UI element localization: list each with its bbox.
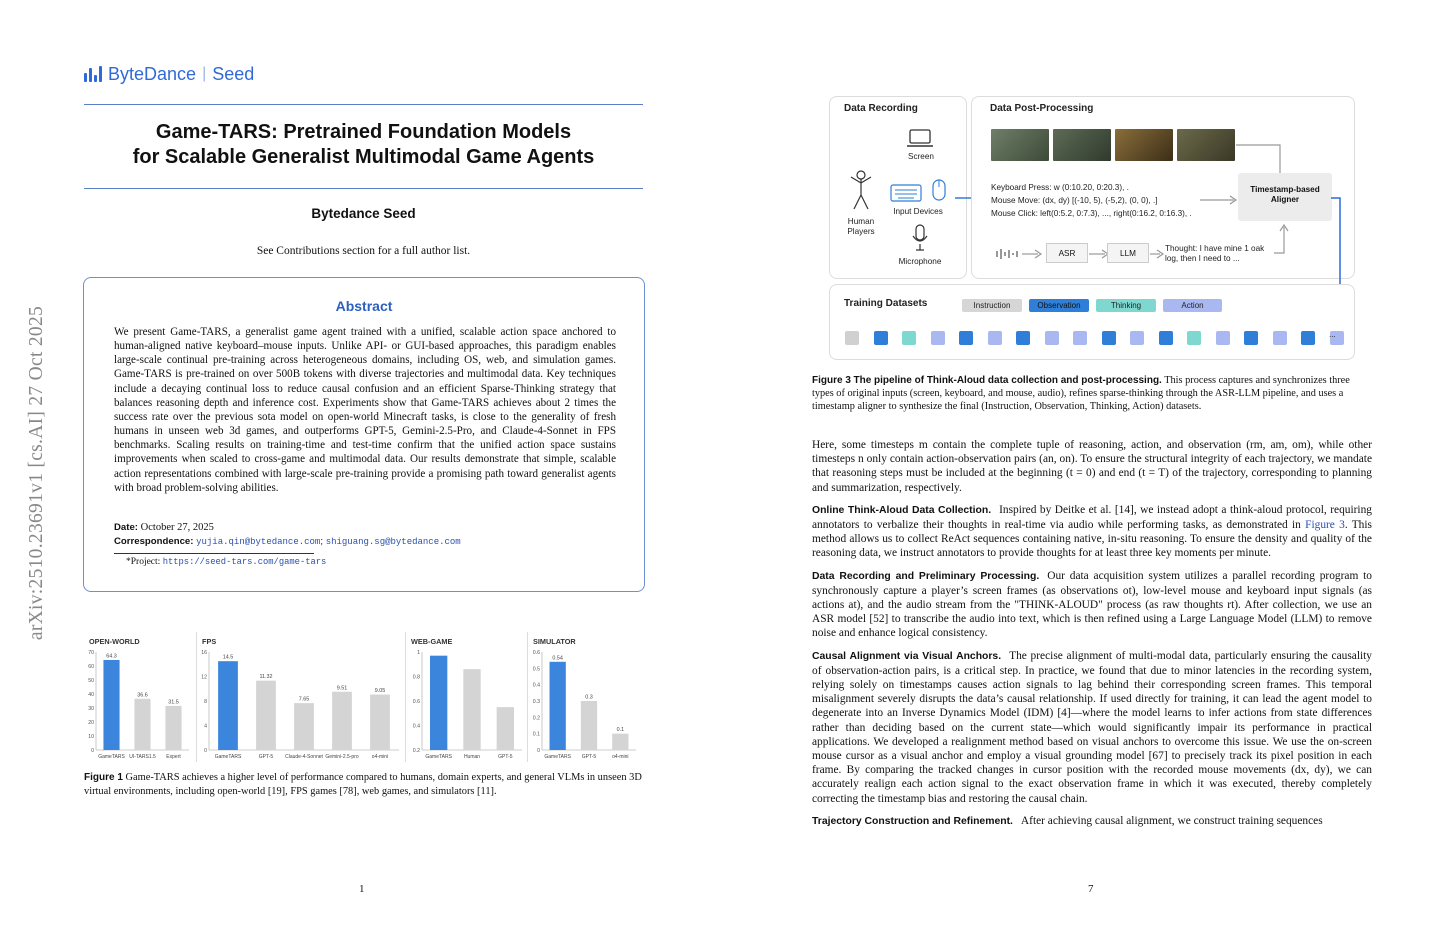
bar [581,701,597,750]
email-link-1[interactable]: yujia.qin@bytedance.com [196,537,321,547]
bytedance-seed-logo [84,62,254,86]
project-footnote: *Project: https://seed-tars.com/game-tars [126,557,327,567]
bar [294,703,314,750]
chart-title: OPEN-WORLD [89,637,140,646]
chart-title: SIMULATOR [533,637,576,646]
brand-separator: | [202,65,207,82]
screen-label: Screen [908,152,934,161]
paragraph-4: Causal Alignment via Visual Anchors. The precise alignment of multi-modal data, particularly ensuring the causality of observation-action pairs, is a critical step. In practice, we found that due to minor latencies in the recording system, relying solely on timestamps causes action signals to lag behind their corresponding screen frames. This temporal misalignment severely disrupts the data’s causal relationship. If used directly for training, it can lead the agent model to degenerate into an Inverse Dynamics Model (IDM) [4]—where the model learns to infer actions from state differences rather than deciding based on the current state—which would significantly impair its performance in practical applications. We developed a realignment method based on visual anchors to overcome this issue. We use the on-screen mouse cursor as a visual anchor and employ a visual grounding model [67] to precisely track its pixel position in each frame. By comparing the tracked changes in cursor position with the recorded mouse movements (dx, dy), we can accurately realign each action signal to the exact observation frame in which it was executed, thereby completely correcting the timestamp bias and restoring the causal chain. [812,649,1373,805]
paper-title: Game-TARS: Pretrained Foundation Models for Scalable Generalist Multimodal Game Agents [132,121,595,168]
log-to-aligner-arrow-icon [1200,195,1240,205]
y-tick-label: 4 [204,723,207,730]
bar-value-label: 14.5 [222,654,234,661]
data-recording-box [829,96,967,279]
thought-to-aligner-arrow-icon [1272,223,1292,257]
paragraph-2: Online Think-Aloud Data Collection. Inspired by Deitke et al. [14], we instead adopt a think-aloud protocol, requiring annotators to verbalize their thoughts in real-time via audio while performing tasks, as demonstrated in Figure 3. This method allows us to collect ReAct sequences containing native, in-situ reasoning. To ensure the density and quality of the reasoning data, we instruct annotators to provide thoughts for at least three key moments per minute. [812,503,1372,560]
footnote-rule [114,553,314,554]
y-tick-label: 0.2 [532,715,540,722]
y-tick-label: 60 [88,664,94,670]
arrow-icon [1150,249,1166,259]
authors: Bytedance Seed [311,206,416,221]
paragraph-1: Here, some timesteps m contain the complete tuple of reasoning, action, and observation (rm, am, om), while other timesteps n only contain action-observation pairs (an, on). To ensure the structural integrity of each trajectory, we mandate that reasoning steps must be included at the beginning (t = 0) and end (t = T) of the trajectory, corresponding to planning and summarization, respectively. [812,439,1372,494]
microphone-label: Microphone [898,257,942,266]
figure-1-caption: Figure 1 Game-TARS achieves a higher level of performance compared to humans, domain experts, and general VLMs in unseen 3D virtual environments, including open-world [19], FPS games [78], web games, and simulators [11]. [84,772,642,797]
x-tick-label: GPT-5 [581,754,597,760]
chart-svg [528,632,641,762]
paragraph-5: Trajectory Construction and Refinement. After achieving causal alignment, we construct training sequences [812,814,1323,827]
title-top-rule [84,104,643,105]
y-tick-label: 8 [204,699,207,705]
page-number-left: 1 [359,883,365,895]
training-datasets-box [829,284,1355,360]
x-tick-label: o4-mini [612,754,629,760]
x-tick-label: Human [463,754,481,760]
project-link[interactable]: https://seed-tars.com/game-tars [162,557,327,567]
figure-3-link[interactable]: Figure 3 [1305,519,1345,532]
bar-value-label: 0.1 [616,727,625,734]
sequence-token-action [1130,331,1144,345]
y-tick-label: 0.3 [532,699,540,705]
y-tick-label: 30 [88,706,94,712]
sequence-token-thinking [902,331,916,345]
brand-product: Seed [212,63,255,84]
sequence-token-instruction [845,331,859,345]
bar-value-label: 0.54 [552,655,563,662]
asr-box: ASR [1046,243,1088,263]
x-tick-label: Claude-4-Sonnet [285,754,323,760]
legend-observation: Observation [1029,299,1089,312]
bar [370,695,390,750]
laptop-icon [906,129,934,149]
sequence-token-observation [959,331,973,345]
contributions-note: See Contributions section for a full author list. [256,245,471,257]
chart-panel-fps [196,632,404,762]
y-tick-label: 20 [88,720,94,726]
y-tick-label: 0.5 [532,666,540,673]
bar [218,661,238,750]
sequence-token-action [988,331,1002,345]
y-tick-label: 1 [417,650,420,656]
chart-title: WEB-GAME [411,637,453,646]
sequence-token-action [1045,331,1059,345]
timestamp-aligner: Timestamp-based Aligner [1238,173,1332,221]
y-tick-label: 0 [204,748,207,754]
y-tick-label: 0.4 [532,682,540,689]
figure-3-diagram [829,96,1355,360]
y-tick-label: 0.1 [532,731,540,738]
x-tick-label: GameTARS [98,754,125,760]
post-processing-title: Data Post-Processing [990,103,1094,114]
bar-value-label: 9.51 [336,685,348,692]
audio-waveform-icon [991,247,1021,261]
x-tick-label: GameTARS [214,754,242,760]
bar [103,660,119,750]
y-tick-label: 70 [88,650,94,656]
frame-thumbnail [1115,129,1173,161]
figure-1-charts [84,632,640,762]
bar [463,669,480,750]
bar [165,706,181,750]
chart-svg [197,632,405,762]
sequence-token-action [931,331,945,345]
frame-thumbnail [1177,129,1235,161]
sequence-token-action [1216,331,1230,345]
bar [256,681,276,750]
x-tick-label: GPT-5 [498,754,513,760]
chart-panel-open-world [84,632,195,762]
x-tick-label: Expert [166,754,181,760]
date-line: Date: October 27, 2025 [114,522,214,533]
correspondence-line: Correspondence: yujia.qin@bytedance.com; shiguang.sg@bytedance.com [114,536,461,547]
body-text [812,438,1372,837]
abstract-heading: Abstract [335,298,393,314]
llm-box: LLM [1107,243,1149,263]
bar [550,662,566,750]
sequence-token-observation [1301,331,1315,345]
frame-thumbnail [1053,129,1111,161]
chart-svg [406,632,527,762]
sequence-token-observation [1016,331,1030,345]
post-processing-box [971,96,1355,279]
y-tick-label: 0.2 [412,748,420,754]
x-tick-label: Gemini-2.5-pro [325,754,359,760]
x-tick-label: GameTARS [425,754,452,760]
bar-value-label: 9.05 [374,688,386,695]
y-tick-label: 16 [201,650,207,656]
legend-thinking: Thinking [1096,299,1156,312]
paragraph-3: Data Recording and Preliminary Processing. Our data acquisition system utilizes a parallel recording program to synchronously capture a player’s screen frames (as observations ot), low-level mouse and keyboard input signals (as actions at), and the audio stream from the "THINK-ALOUD" process (as raw thoughts rt). After collection, we use an ASR model [52] to transcribe the audio into text, which is then refined using a Large Language Model (LLM) to remove noise and enhance logical consistency. [812,569,1372,640]
x-tick-label: GameTARS [544,754,571,760]
training-datasets-title: Training Datasets [844,298,928,309]
y-tick-label: 0.4 [412,723,420,730]
sequence-token-action [1273,331,1287,345]
bar-value-label: 36.6 [137,692,148,699]
legend-instruction: Instruction [962,299,1022,312]
aligner-to-datasets-arrow-icon [1329,196,1351,296]
x-tick-label: UI-TARS1.5 [129,754,156,760]
bar-value-label: 64.3 [106,653,117,660]
thought-text: Thought: I have mine 1 oak log, then I need to ... [1165,244,1265,263]
bar-value-label: 31.5 [168,699,179,706]
email-link-2[interactable]: shiguang.sg@bytedance.com [325,537,461,547]
bar-value-label: 7.65 [298,696,310,703]
title-bottom-rule [84,188,643,189]
brand-name: ByteDance [108,63,197,84]
abstract-text: We present Game-TARS, a generalist game agent trained with a unified, scalable action space anchored to human-aligned native keyboard–mouse inputs. Unlike API- or GUI-based approaches, this paradigm enables large-scale continual pre-training across heterogeneous domains, including OS, web, and simulation games. Game-TARS is pre-trained on over 500B tokens with diverse trajectories and multimodal data. Key techniques include a decaying continual loss to reduce causal confusion and an efficient Sparse-Thinking strategy that balances reasoning depth and inference cost. Experiments show that Game-TARS achieves about 2 times the success rate over the previous sota model on open-world Minecraft tasks, is close to the generality of fresh humans in unseen web 3d games, and outperforms GPT-5, Gemini-2.5-Pro, and Claude-4-Sonnet in FPS benchmarks. Scaling results on training-time and test-time confirm that the unified action space sustains improvements when scaled to cross-game and multimodal data. Our results demonstrate that simple, scalable action representations combined with large-scale pre-training provide a promising path toward generalist agents with broad problem-solving abilities. [114,326,616,494]
chart-svg [84,632,195,762]
bar [430,656,447,750]
abstract-box [83,277,645,592]
page-number-right: 7 [1088,883,1094,895]
human-players-label: Human Players [847,217,875,236]
y-tick-label: 0.6 [412,699,420,705]
microphone-icon [910,224,930,252]
data-recording-title: Data Recording [844,103,918,114]
sequence-token-observation [1102,331,1116,345]
y-tick-label: 0.8 [412,674,420,681]
legend-action: Action [1163,299,1222,312]
arxiv-stamp: arXiv:2510.23691v1 [cs.AI] 27 Oct 2025 [26,305,47,641]
bar [612,734,628,750]
input-devices-label: Input Devices [893,207,943,216]
y-tick-label: 0 [91,748,94,754]
x-tick-label: GPT-5 [258,754,274,760]
sequence-token-thinking [1187,331,1201,345]
sequence-token-action [1073,331,1087,345]
y-tick-label: 12 [201,674,207,681]
bar [497,707,514,750]
y-tick-label: 50 [88,678,94,684]
sequence-token-observation [874,331,888,345]
y-tick-label: 0.6 [532,650,540,656]
chart-panel-simulator [527,632,640,762]
sequence-token-observation [1159,331,1173,345]
bar [332,692,352,750]
keyboard-mouse-icon [890,177,950,203]
chart-panel-web-game [405,632,526,762]
y-tick-label: 0 [537,748,540,754]
bar [134,699,150,750]
frame-thumbnail [991,129,1049,161]
x-tick-label: o4-mini [371,754,389,760]
bar-value-label: 11.32 [259,674,273,681]
y-tick-label: 40 [88,692,94,698]
sequence-token-observation [1244,331,1258,345]
figure-3-caption: Figure 3 The pipeline of Think-Aloud data collection and post-processing. This process captures and synchronizes three types of original inputs (screen, keyboard, and mouse, audio), refines sparse-thinking through the ASR-LLM pipeline, and uses a timestamp aligner to synthesize the final (Instruction, Observation, Thinking, Action) datasets. [812,375,1350,413]
input-log-text: Keyboard Press: w (0:10.20, 0:20.3), . Mouse Move: (dx, dy) [(-10, 5), (-5,2), (0, 0), .] Mouse Click: left(0:5.2, 0:7.3), ..., right(0:16.2, 0:16.3), . [991,183,1192,218]
human-player-icon [848,169,874,211]
bytedance-logo-icon [84,66,102,82]
chart-title: FPS [202,637,217,646]
y-tick-label: 10 [88,734,94,740]
bar-value-label: 0.3 [585,694,593,701]
arrow-icon [1022,249,1044,259]
sequence-ellipsis: ... [1329,330,1336,339]
